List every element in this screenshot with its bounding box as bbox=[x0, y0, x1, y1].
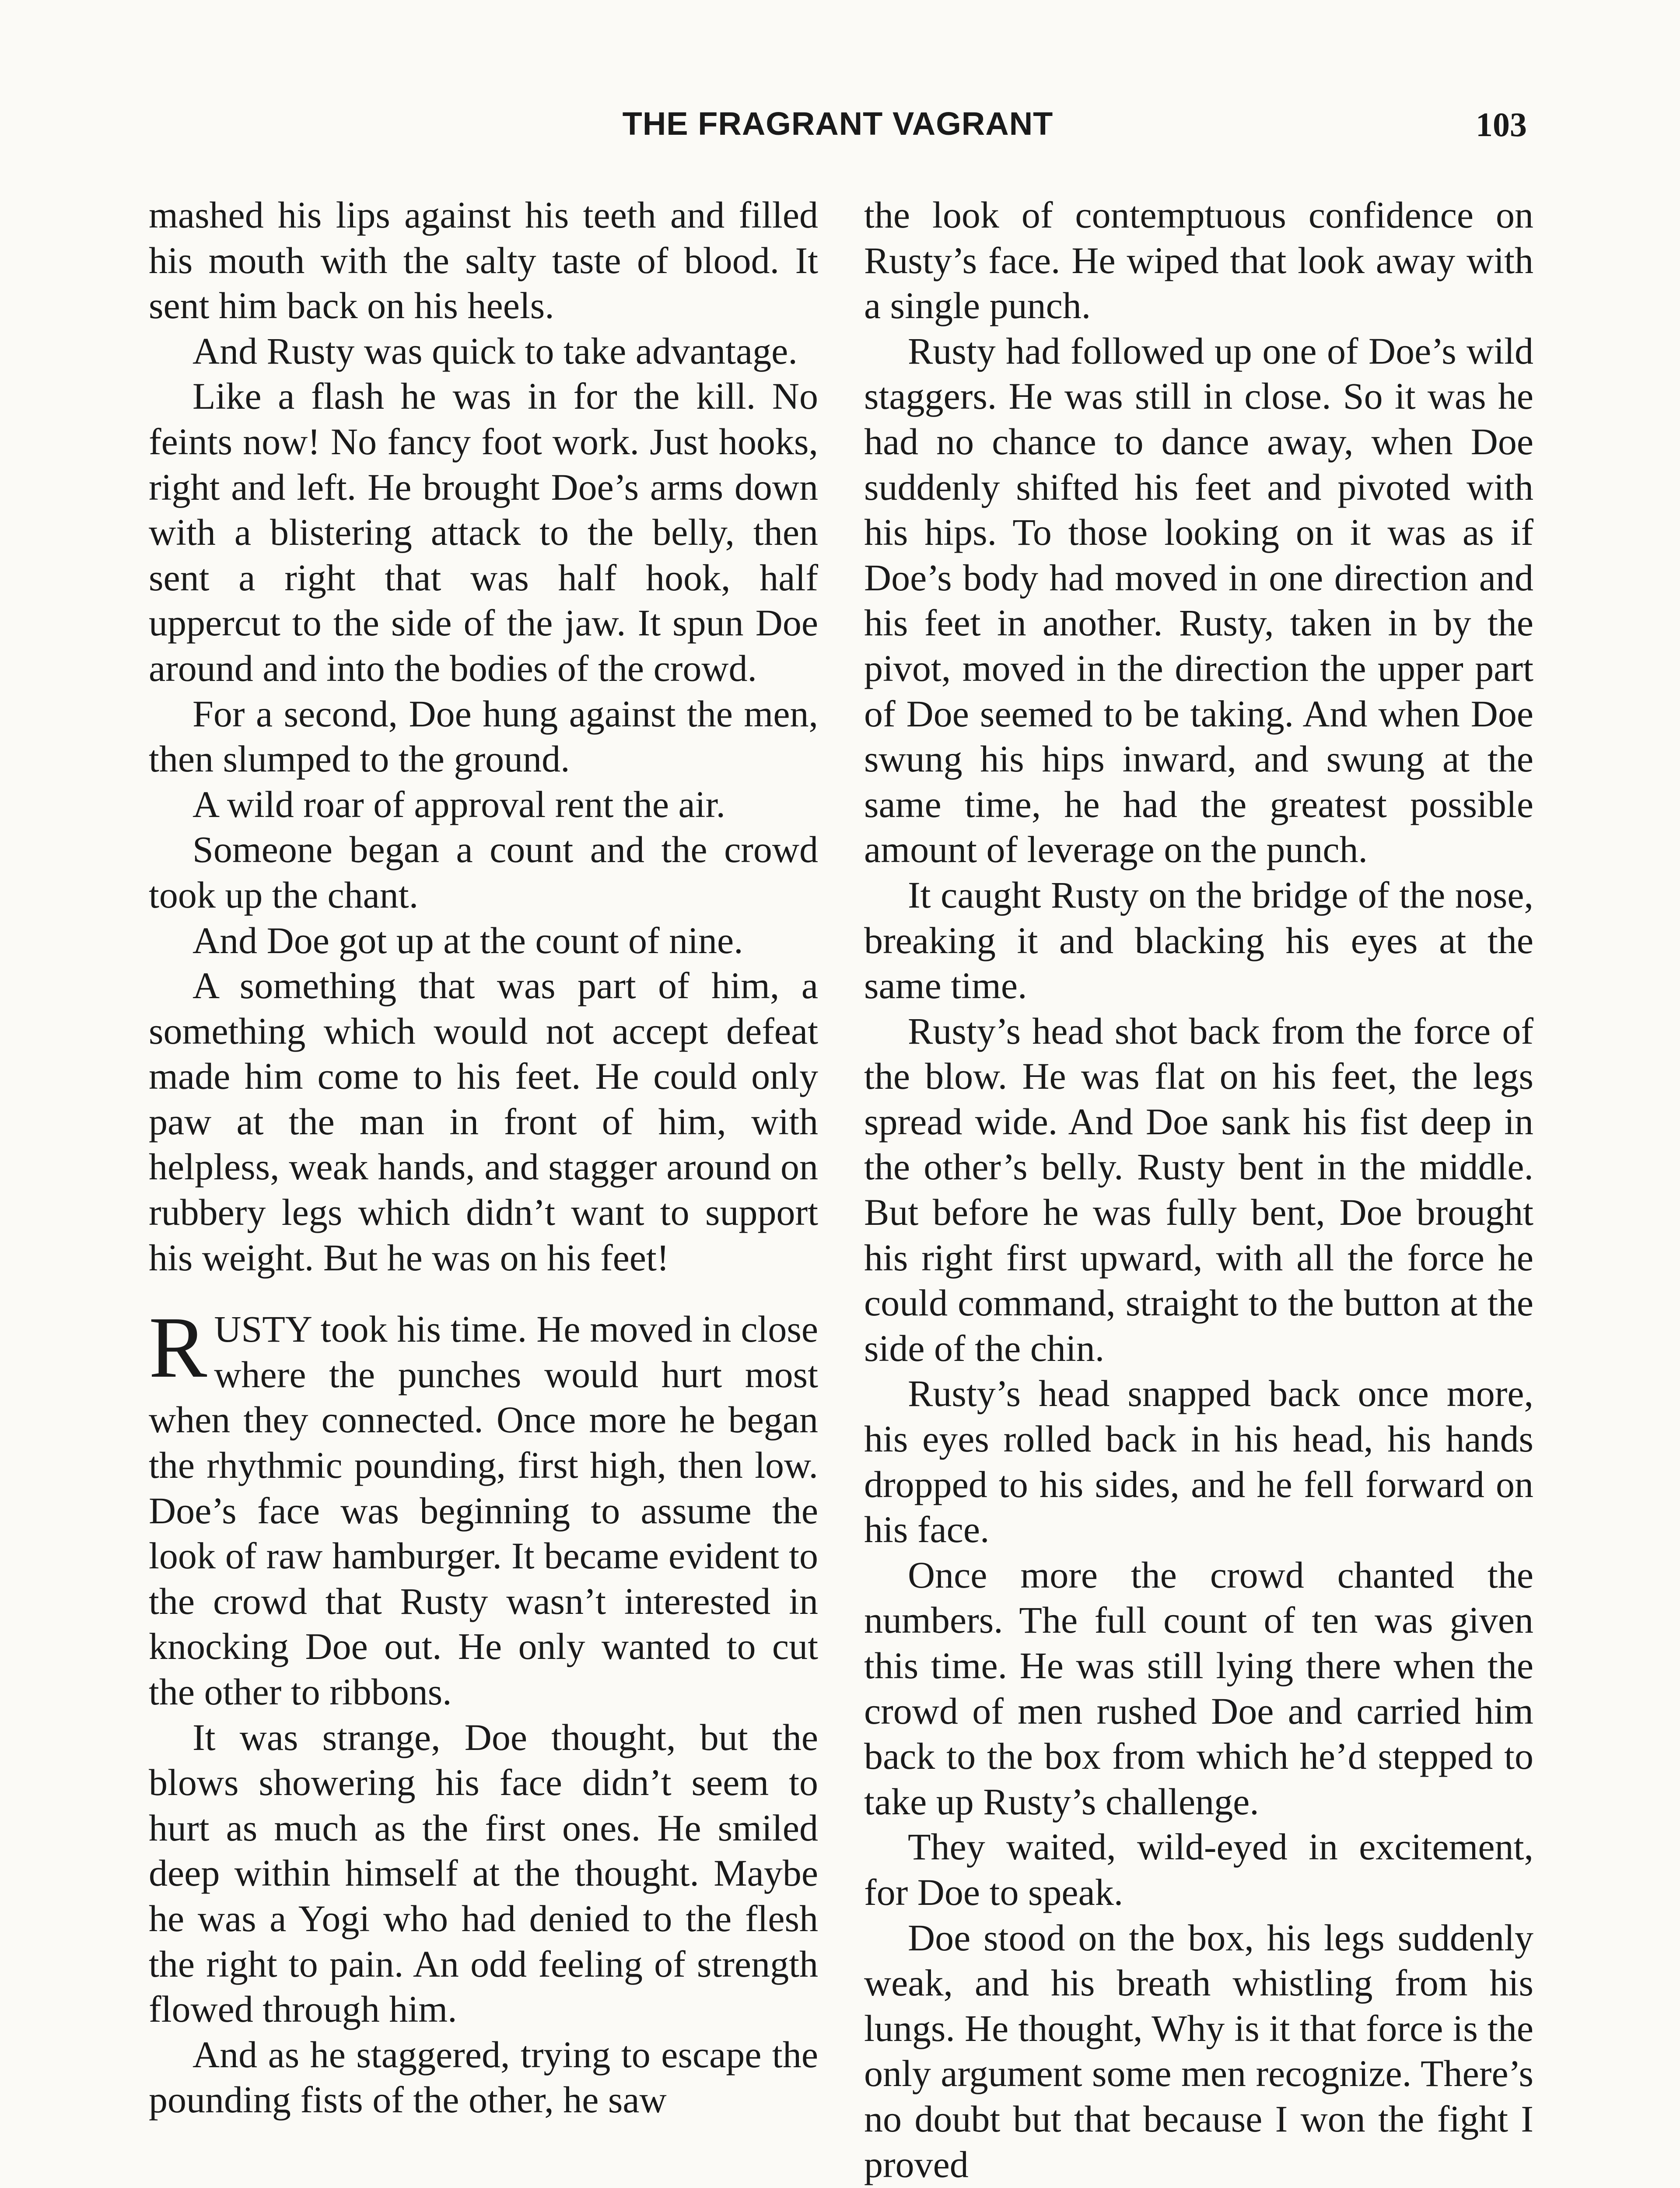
paragraph: It caught Rusty on the bridge of the nose, breaking it and blacking his eyes at the same time. bbox=[864, 873, 1533, 1007]
paragraph: A something that was part of him, a something which would not accept defeat made him come to his feet. He could only paw at the man in front of him, with helpless, weak hands, and stagger around on rubbery legs which didn’t want to support his weight. But he was on his feet! bbox=[149, 964, 818, 1279]
paragraph: It was strange, Doe thought, but the blows showering his face didn’t seem to hurt as much as the first ones. He smiled deep within himself at the thought. Maybe he was a Yogi who had denied to the flesh the right to pain. An odd feeling of strength flowed through him. bbox=[149, 1716, 818, 2030]
paragraph: mashed his lips against his teeth and filled his mouth with the salty taste of blood. It sent him back on his heels. bbox=[149, 194, 818, 327]
paragraph: Doe stood on the box, his legs suddenly weak, and his breath whistling from his lungs. He thought, Why is it that force is the only argument some men recognize. There’s no doubt but that because I won the fight I proved bbox=[864, 1916, 1533, 2185]
paragraph: Someone began a count and the crowd took up the chant. bbox=[149, 828, 818, 916]
paragraph-text: USTY took his time. He moved in close where the punches would hurt most when they connected. Once more he began the rhythmic pounding, first high, then low. Doe’s face was beginning to assume the look of raw hamburger. It became evident to the crowd that Rusty wasn’t interested in knocking Doe out. He only wanted to cut the other to ribbons. bbox=[149, 1308, 818, 1713]
paragraph: Like a flash he was in for the kill. No feints now! No fancy foot work. Just hooks, right and left. He brought Doe’s arms down with a blistering attack to the belly, then sent a right that was half hook, half uppercut to the side of the jaw. It spun Doe around and into the bodies of the crowd. bbox=[149, 375, 818, 689]
paragraph: They waited, wild-eyed in excitement, for Doe to speak. bbox=[864, 1826, 1533, 1913]
drop-cap: R bbox=[149, 1299, 207, 1396]
paragraph: And as he staggered, trying to escape the pounding fists of the other, he saw bbox=[149, 2033, 818, 2121]
running-title: THE FRAGRANT VAGRANT bbox=[622, 105, 1054, 142]
dropcap-paragraph bbox=[149, 1299, 818, 1715]
page-header bbox=[149, 105, 1527, 158]
paragraph: For a second, Doe hung against the men, then slumped to the ground. bbox=[149, 692, 818, 780]
right-column bbox=[864, 193, 1533, 2187]
paragraph: the look of contemptuous confidence on Rusty’s face. He wiped that look away with a single punch. bbox=[864, 194, 1533, 327]
page-number: 103 bbox=[1476, 105, 1527, 144]
section-break bbox=[149, 1280, 818, 1307]
paragraph: Once more the crowd chanted the numbers. The full count of ten was given this time. He was still lying there when the crowd of men rushed Doe and carried him back to the box from which he’d stepped to take up Rusty’s challenge. bbox=[864, 1553, 1533, 1823]
left-column bbox=[149, 193, 818, 2123]
paragraph: Rusty’s head snapped back once more, his eyes rolled back in his head, his hands dropped to his sides, and he fell forward on his face. bbox=[864, 1372, 1533, 1551]
paragraph: A wild roar of approval rent the air. bbox=[192, 783, 725, 825]
paragraph: Rusty’s head shot back from the force of the blow. He was flat on his feet, the legs spread wide. And Doe sank his fist deep in the other’s belly. Rusty bent in the middle. But before he was fully bent, Doe brought his right first upward, with all the force he could command, straight to the button at the side of the chin. bbox=[864, 1010, 1533, 1369]
paragraph: And Doe got up at the count of nine. bbox=[192, 919, 743, 961]
paragraph: And Rusty was quick to take advantage. bbox=[192, 330, 798, 372]
paragraph: Rusty had followed up one of Doe’s wild staggers. He was still in close. So it was he had no chance to dance away, when Doe suddenly shifted his feet and pivoted with his hips. To those looking on it was as if Doe’s body had moved in one direction and his feet in another. Rusty, taken in by the pivot, moved in the direction the upper part of Doe seemed to be taking. And when Doe swung his hips inward, and swung at the same time, he had the greatest possible amount of leverage on the punch. bbox=[864, 330, 1533, 871]
